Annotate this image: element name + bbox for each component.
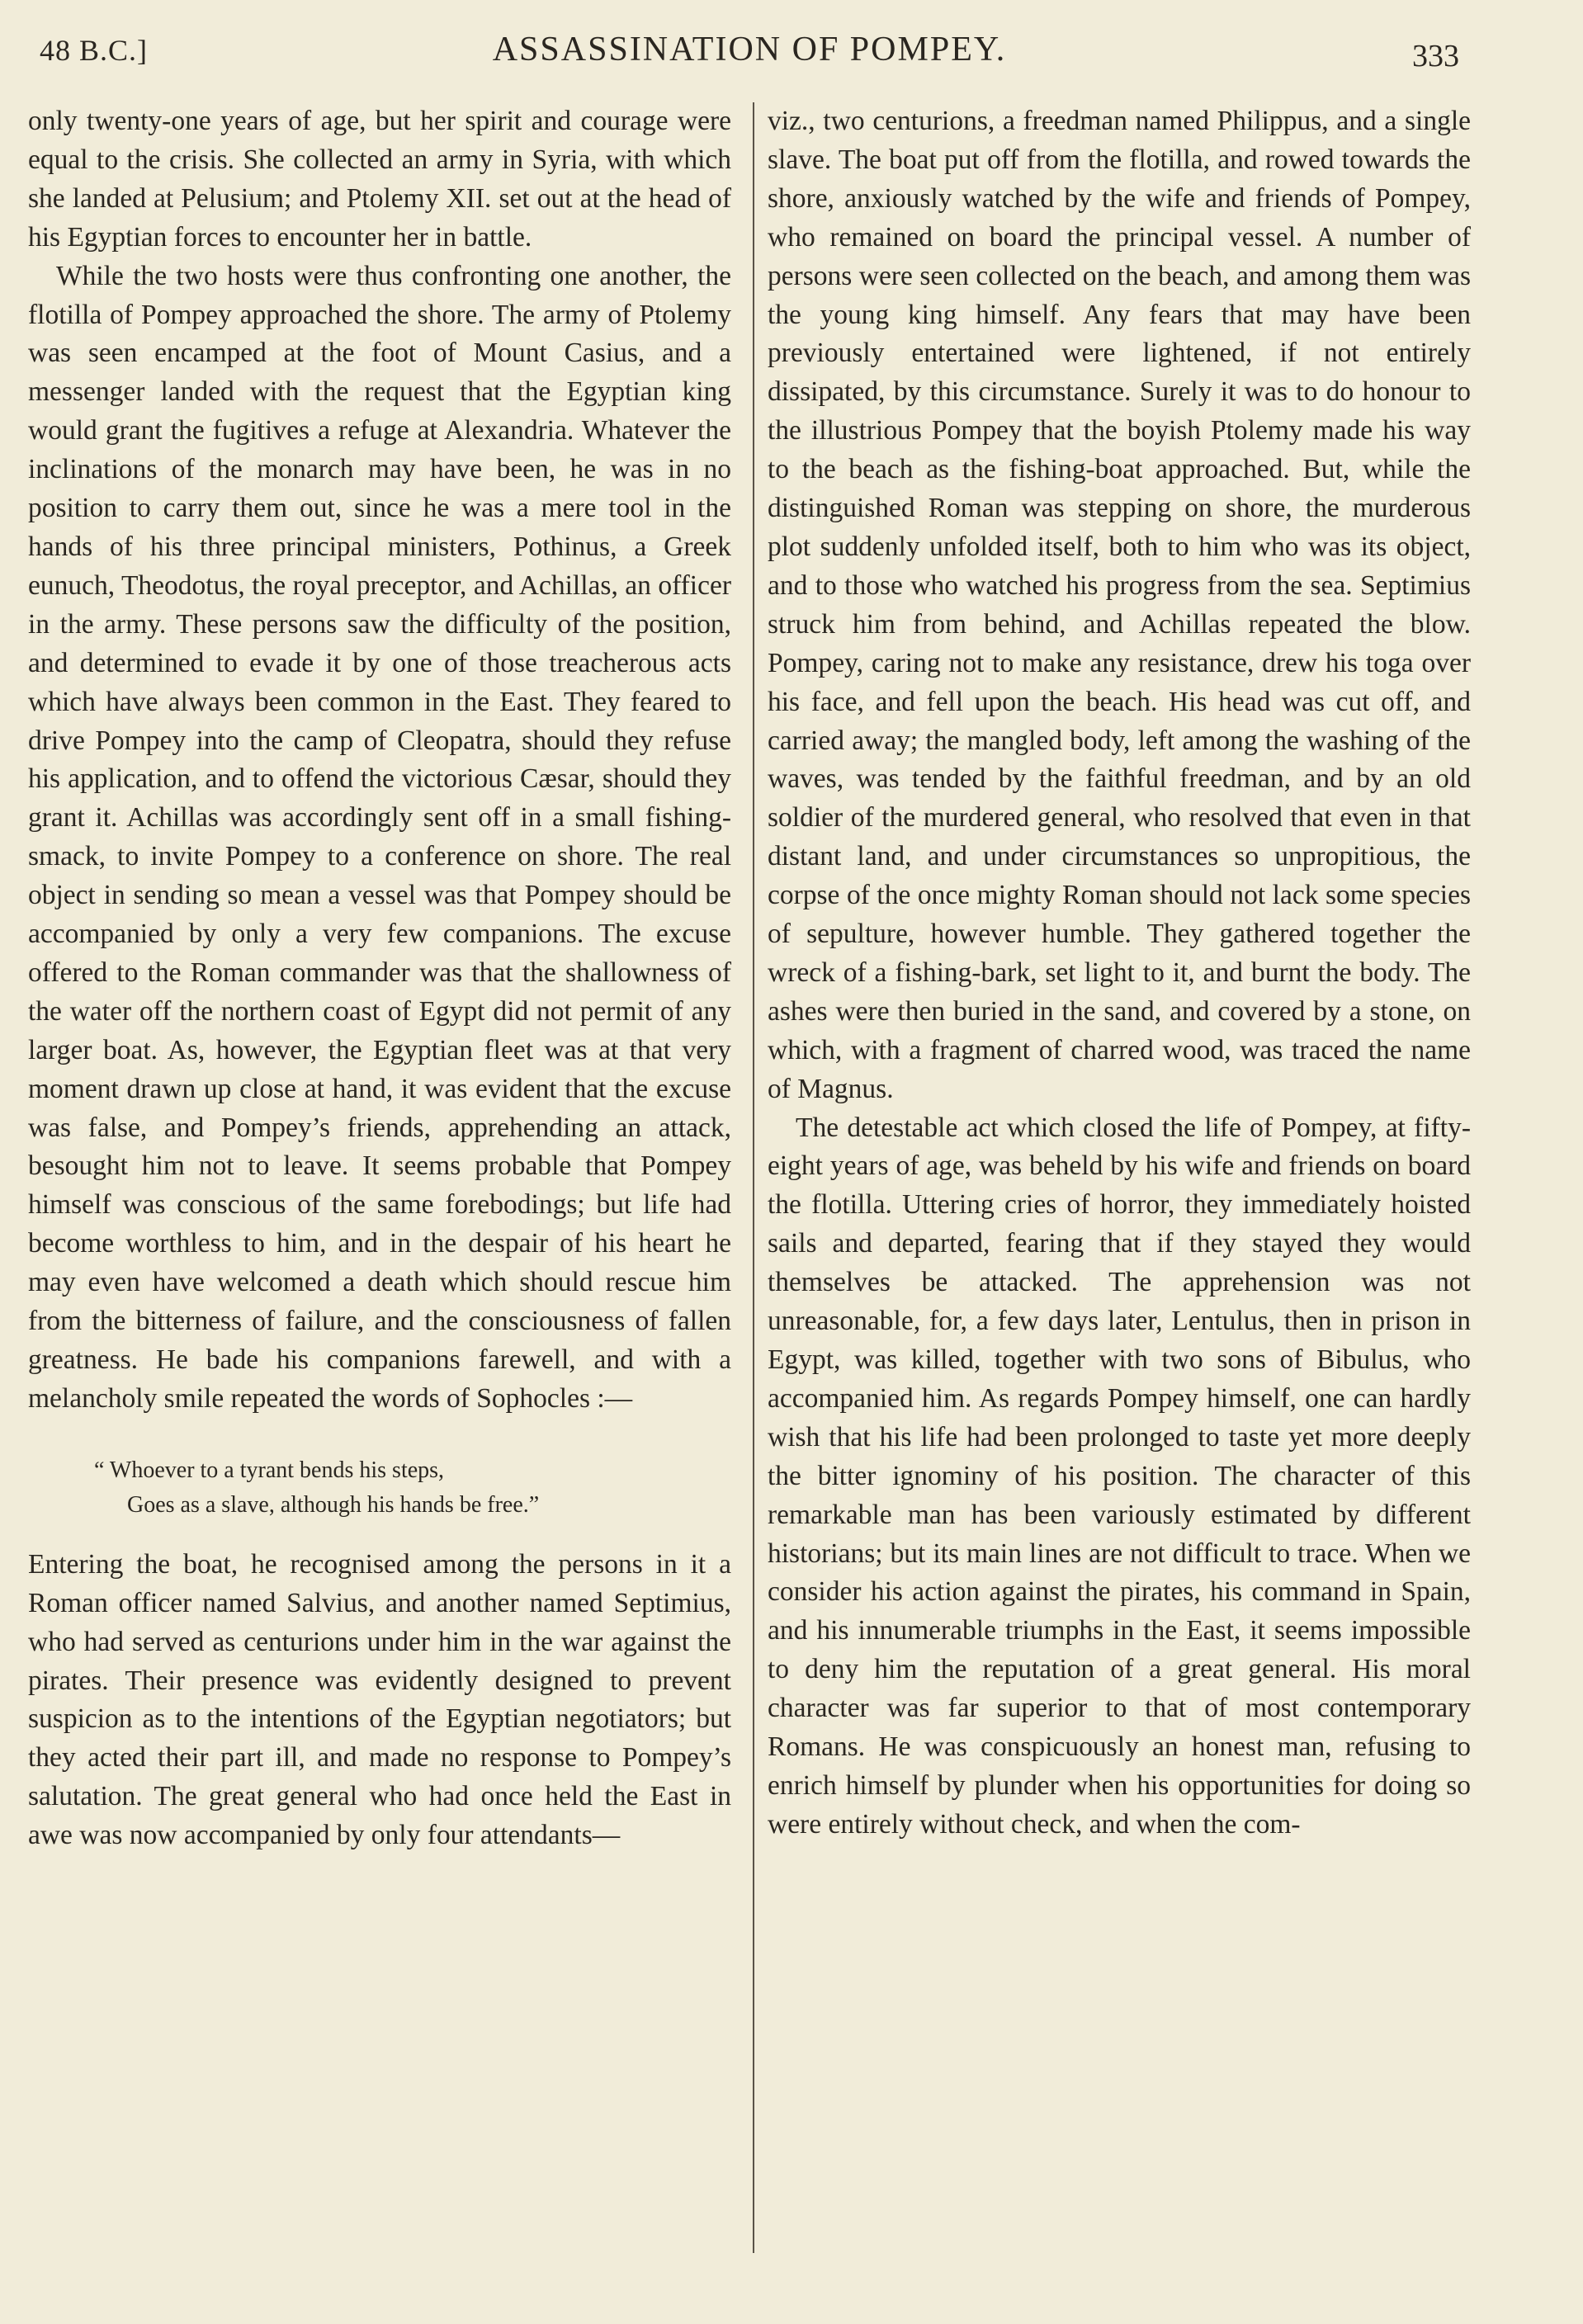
paragraph: viz., two centurions, a freedman named Philippus, and a single slave. The boat put off from the flotilla, and rowed towards the shore, anxiously watched by the wife and friends of Pompey, who remained on board the principal vessel. A number of persons were seen collected on the beach, and among them was the young king himself. Any fears that may have been previously entertained were lightened, if not entirely dissipated, by this circumstance. Surely it was to do honour to the illustrious Pompey that the boyish Ptolemy made his way to the beach as the fishing-boat approached. But, while the distinguished Roman was stepping on shore, the murderous plot suddenly unfolded itself, both to him who was its object, and to those who watched his progress from the sea. Septimius struck him from behind, and Achillas repeated the blow. Pompey, caring not to make any resistance, drew his toga over his face, and fell upon the beach. His head was cut off, and carried away; the mangled body, left among the washing of the waves, was tended by the faithful freedman, and by an old soldier of the murdered general, who resolved that even in that distant land, and under circumstances so unpropitious, the corpse of the once mighty Roman should not lack some species of sepulture, however humble. They gathered together the wreck of a fishing-bark, set light to it, and burnt the body. The ashes were then buried in the sand, and covered by a stone, on which, with a fragment of charred wood, was traced the name of Magnus. — [768, 106, 1471, 1104]
paragraph: Entering the boat, he recognised among the persons in it a Roman officer named Salvius, and another named Septimius, who had served as centurions under him in the war against the pirates. Their presence was evidently designed to prevent suspicion as to the intentions of the Egyptian negotiators; but they acted their part ill, and made no response to Pompey’s salutation. The great general who had once held the East in awe was now accompanied by only four attendants— — [28, 1548, 731, 1851]
paragraph: While the two hosts were thus confronting one another, the flotilla of Pompey approached the shore. The army of Ptolemy was seen encamped at the foot of Mount Casius, and a messenger landed with the request that the Egyptian king would grant the fugitives a refuge at Alexandria. Whatever the inclinations of the monarch may have been, he was in no position to carry them out, since he was a mere tool in the hands of his three principal ministers, Pothinus, a Greek eunuch, Theodotus, the royal preceptor, and Achillas, an officer in the army. These persons saw the difficulty of the position, and determined to evade it by one of those treacherous acts which have always been common in the East. They feared to drive Pompey into the camp of Cleopatra, should they refuse his application, and to offend the victorious Cæsar, should they grant it. Achillas was accordingly sent off in a small fishing-smack, to invite Pompey to a conference on shore. The real object in sending so mean a vessel was that Pompey should be accompanied by only a very few companions. The excuse offered to the Roman commander was that the shallowness of the water off the northern coast of Egypt did not permit of any larger boat. As, however, the Egyptian fleet was at that very moment drawn up close at hand, it was evident that the excuse was false, and Pompey’s friends, apprehending an attack, besought him not to leave. It seems probable that Pompey himself was conscious of the same forebodings; but life had become worthless to him, and in the despair of his heart he may even have welcomed a death which should rescue him from the bitterness of failure, and the consciousness of fallen greatness. He bade his companions farewell, and with a melancholy smile repeated the words of Sophocles :— — [28, 260, 731, 1414]
chapter-heading: ASSASSINATION OF POMPEY. — [492, 31, 1007, 68]
left-column — [28, 102, 731, 1855]
verse-line: Goes as a slave, although his hands be free.” — [127, 1491, 540, 1518]
running-head — [40, 26, 1459, 76]
page-number: 333 — [1412, 39, 1459, 73]
date-marker: 48 B.C.] — [40, 34, 149, 67]
column-divider — [753, 102, 754, 2253]
paragraph: The detestable act which closed the life of Pompey, at fifty-eight years of age, was beheld by his wife and friends on board the flotilla. Uttering cries of horror, they immediately hoisted sails and departed, fearing that if they stayed they would themselves be attacked. The apprehension was not unreasonable, for, a few days later, Lentulus, then in prison in Egypt, was killed, together with two sons of Bibulus, who accompanied him. As regards Pompey himself, one can hardly wish that his life had been prolonged to taste yet more deeply the bitter ignominy of his position. The character of this remarkable man has been variously estimated by different historians; but its main lines are not difficult to trace. When we consider his action against the pirates, his command in Spain, and his innumerable triumphs in the East, it seems impossible to deny him the reputation of a great general. His moral character was far superior to that of most contemporary Romans. He was conspicuously an honest man, refusing to enrich himself by plunder when his opportunities for doing so were entirely without check, and when the com- — [768, 1112, 1471, 1840]
verse-quotation — [28, 1453, 731, 1523]
verse-line: “ Whoever to a tyrant bends his steps, — [94, 1457, 445, 1483]
right-column — [768, 102, 1471, 1845]
paragraph: only twenty-one years of age, but her spirit and courage were equal to the crisis. She collected an army in Syria, with which she landed at Pelusium; and Ptolemy XII. set out at the head of his Egyptian forces to encounter her in battle. — [28, 106, 731, 253]
